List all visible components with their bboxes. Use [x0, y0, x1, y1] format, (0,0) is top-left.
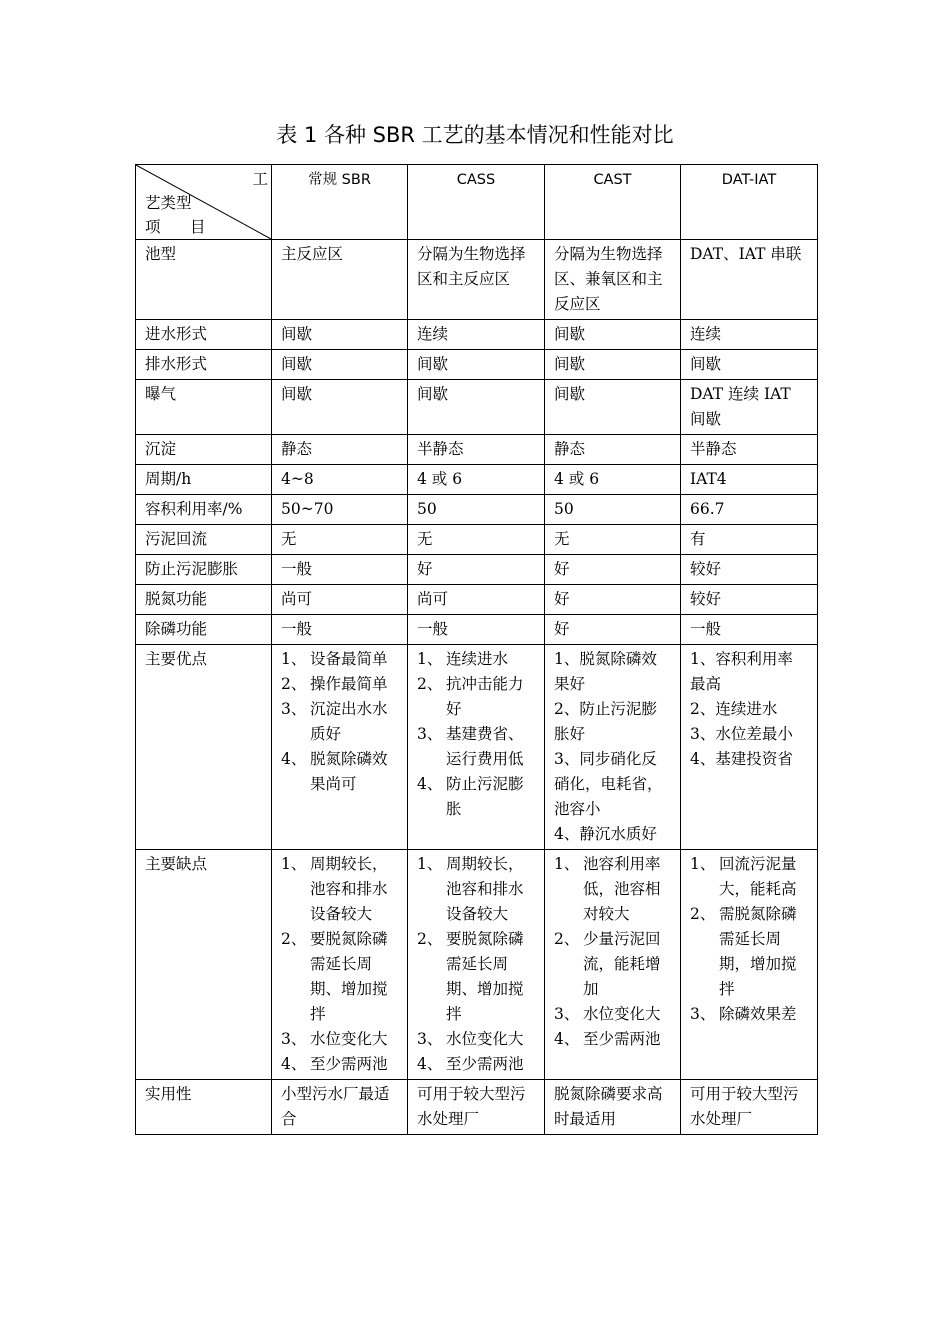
- disadvantages-dat-iat-cell: [681, 850, 818, 1080]
- advantages-sbr-cell: [272, 645, 408, 850]
- row-label: 污泥回流: [136, 525, 272, 555]
- table-cell: 半静态: [408, 435, 545, 465]
- list-item: 4、 至少需两池: [281, 1055, 388, 1073]
- table-row: [136, 320, 818, 350]
- list-item: 4、 防止污泥膨胀: [417, 775, 524, 818]
- disadvantages-cass-cell: [408, 850, 545, 1080]
- table-row: [136, 350, 818, 380]
- table-cell: 半静态: [681, 435, 818, 465]
- table-cell: 间歇: [408, 380, 545, 435]
- table-cell: 无: [545, 525, 681, 555]
- list-item: 4、基建投资省: [690, 750, 793, 768]
- list-item: 1、 连续进水: [417, 650, 509, 668]
- table-cell: 好: [545, 615, 681, 645]
- row-label: 主要优点: [136, 645, 272, 850]
- table-cell: 尚可: [408, 585, 545, 615]
- table-cell: 50: [408, 495, 545, 525]
- table-cell: 较好: [681, 555, 818, 585]
- table-cell: 一般: [272, 555, 408, 585]
- list-item: 1、 回流污泥量大，能耗高: [690, 855, 797, 898]
- row-label: 曝气: [136, 380, 272, 435]
- table-cell: 静态: [545, 435, 681, 465]
- table-cell: 好: [545, 555, 681, 585]
- row-label: 进水形式: [136, 320, 272, 350]
- table-row: [136, 380, 818, 435]
- table-cell: 有: [681, 525, 818, 555]
- table-cell: 可用于较大型污水处理厂: [408, 1080, 545, 1135]
- table-row: [136, 495, 818, 525]
- corner-middle-text: 艺类型: [145, 194, 192, 212]
- table-cell: 一般: [681, 615, 818, 645]
- corner-header-cell: [136, 165, 272, 240]
- table-row: [136, 615, 818, 645]
- table-cell: 一般: [408, 615, 545, 645]
- table-cell: 间歇: [545, 380, 681, 435]
- advantages-dat-iat-cell: [681, 645, 818, 850]
- list-item: 1、 周期较长，池容和排水设备较大: [417, 855, 524, 923]
- list-item: 4、 至少需两池: [554, 1030, 661, 1048]
- column-header-cass: CASS: [408, 165, 545, 240]
- table-row: [136, 435, 818, 465]
- table-cell: 好: [545, 585, 681, 615]
- list-item: 2、 少量污泥回流，能耗增加: [554, 930, 661, 998]
- table-cell: 无: [272, 525, 408, 555]
- list-item: 3、 水位变化大: [281, 1030, 388, 1048]
- row-label: 沉淀: [136, 435, 272, 465]
- table-cell: 间歇: [408, 350, 545, 380]
- table-cell: 4 或 6: [408, 465, 545, 495]
- table-cell: 小型污水厂最适合: [272, 1080, 408, 1135]
- corner-bottom-text: 项 目: [145, 218, 206, 236]
- table-cell: 一般: [272, 615, 408, 645]
- table-cell: 连续: [408, 320, 545, 350]
- table-cell: 间歇: [272, 320, 408, 350]
- row-label: 防止污泥膨胀: [136, 555, 272, 585]
- list-item: 2、连续进水: [690, 700, 778, 718]
- table-cell: 50~70: [272, 495, 408, 525]
- advantages-row: [136, 645, 818, 850]
- list-item: 2、防止污泥膨胀好: [554, 700, 657, 743]
- list-item: 1、脱氮除磷效果好: [554, 650, 657, 693]
- table-cell: DAT、IAT 串联: [681, 240, 818, 320]
- table-cell: 50: [545, 495, 681, 525]
- sbr-comparison-table: [135, 164, 818, 1135]
- corner-top-text: 工: [252, 170, 268, 188]
- table-row: [136, 525, 818, 555]
- table-cell: 4~8: [272, 465, 408, 495]
- list-item: 1、容积利用率最高: [690, 650, 793, 693]
- row-label: 排水形式: [136, 350, 272, 380]
- column-header-cast: CAST: [545, 165, 681, 240]
- table-row: [136, 465, 818, 495]
- row-label: 实用性: [136, 1080, 272, 1135]
- list-item: 2、 抗冲击能力好: [417, 675, 524, 718]
- disadvantages-sbr-cell: [272, 850, 408, 1080]
- table-cell: 间歇: [272, 380, 408, 435]
- list-item: 2、 操作最简单: [281, 675, 388, 693]
- list-item: 4、 至少需两池: [417, 1055, 524, 1073]
- column-header-dat-iat: DAT-IAT: [681, 165, 818, 240]
- advantages-cass-cell: [408, 645, 545, 850]
- list-item: 3、 水位变化大: [554, 1005, 661, 1023]
- table-row: [136, 240, 818, 320]
- table-cell: 静态: [272, 435, 408, 465]
- list-item: 3、 除磷效果差: [690, 1005, 797, 1023]
- table-cell: 较好: [681, 585, 818, 615]
- list-item: 3、 沉淀出水水质好: [281, 700, 388, 743]
- row-label: 容积利用率/%: [136, 495, 272, 525]
- table-cell: 4 或 6: [545, 465, 681, 495]
- advantages-cast-cell: [545, 645, 681, 850]
- header-row: [136, 165, 818, 240]
- list-item: 4、 脱氮除磷效果尚可: [281, 750, 388, 793]
- row-label: 除磷功能: [136, 615, 272, 645]
- table-cell: 无: [408, 525, 545, 555]
- table-cell: 好: [408, 555, 545, 585]
- table-cell: DAT 连续 IAT 间歇: [681, 380, 818, 435]
- row-label: 主要缺点: [136, 850, 272, 1080]
- row-label: 池型: [136, 240, 272, 320]
- list-item: 3、同步硝化反硝化，电耗省，池容小: [554, 750, 663, 818]
- disadvantages-cast-cell: [545, 850, 681, 1080]
- list-item: 3、水位差最小: [690, 725, 793, 743]
- table-cell: 间歇: [545, 320, 681, 350]
- table-cell: 分隔为生物选择区和主反应区: [408, 240, 545, 320]
- row-label: 脱氮功能: [136, 585, 272, 615]
- table-caption: 表 1 各种 SBR 工艺的基本情况和性能对比: [276, 123, 674, 147]
- table-cell: 分隔为生物选择区、兼氧区和主反应区: [545, 240, 681, 320]
- column-header-sbr: 常规 SBR: [272, 165, 408, 240]
- table-cell: 66.7: [681, 495, 818, 525]
- list-item: 1、 周期较长，池容和排水设备较大: [281, 855, 388, 923]
- list-item: 3、 基建费省、运行费用低: [417, 725, 524, 768]
- list-item: 1、 池容利用率低，池容相对较大: [554, 855, 661, 923]
- table-cell: 脱氮除磷要求高时最适用: [545, 1080, 681, 1135]
- table-cell: 连续: [681, 320, 818, 350]
- disadvantages-row: [136, 850, 818, 1080]
- table-cell: 尚可: [272, 585, 408, 615]
- row-label: 周期/h: [136, 465, 272, 495]
- table-cell: 主反应区: [272, 240, 408, 320]
- table-cell: 间歇: [681, 350, 818, 380]
- table-cell: IAT4: [681, 465, 818, 495]
- list-item: 3、 水位变化大: [417, 1030, 524, 1048]
- table-cell: 可用于较大型污水处理厂: [681, 1080, 818, 1135]
- table-row: [136, 585, 818, 615]
- table-cell: 间歇: [545, 350, 681, 380]
- list-item: 4、静沉水质好: [554, 825, 657, 843]
- list-item: 2、 要脱氮除磷需延长周期、增加搅拌: [417, 930, 524, 1023]
- list-item: 2、 需脱氮除磷需延长周期，增加搅拌: [690, 905, 797, 998]
- practicality-row: [136, 1080, 818, 1135]
- table-row: [136, 555, 818, 585]
- list-item: 2、 要脱氮除磷需延长周期、增加搅拌: [281, 930, 388, 1023]
- table-cell: 间歇: [272, 350, 408, 380]
- list-item: 1、 设备最简单: [281, 650, 388, 668]
